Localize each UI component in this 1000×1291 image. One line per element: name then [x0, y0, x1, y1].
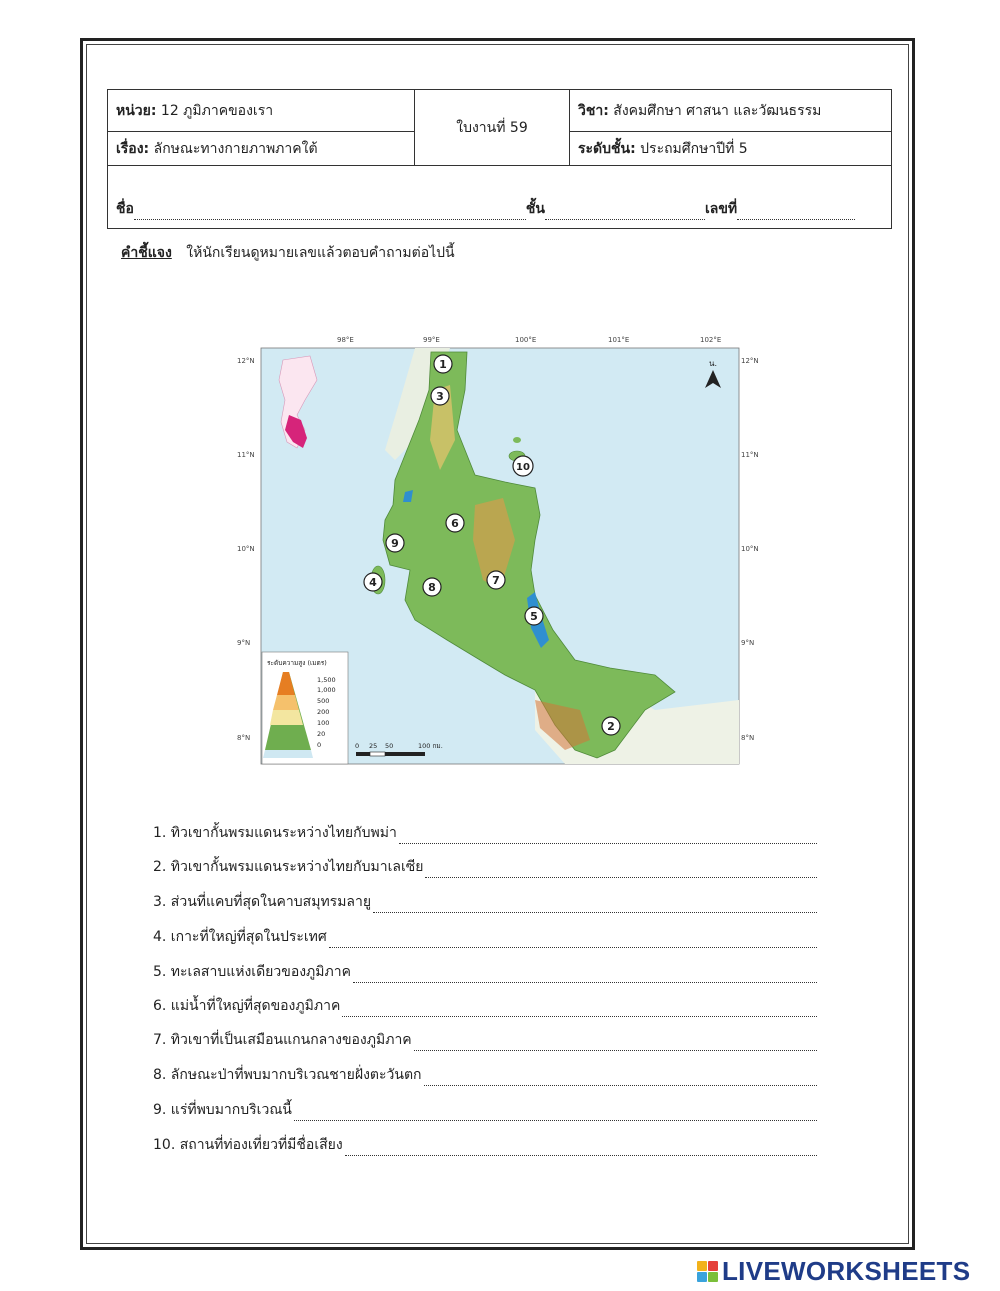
- question-text: 9. แร่ที่พบมากบริเวณนี้: [153, 1102, 292, 1118]
- scale-bar: [385, 752, 425, 756]
- instructions: [121, 242, 455, 264]
- legend-level: 100: [317, 719, 330, 727]
- legend-band: [273, 695, 299, 710]
- lon-label: 98°E: [337, 336, 354, 344]
- marker-label: 1: [439, 358, 447, 371]
- unit-value: 12 ภูมิภาคของเรา: [160, 102, 274, 119]
- north-label: น.: [709, 359, 718, 368]
- instructions-text: ให้นักเรียนดูหมายเลขแล้วตอบคำถามต่อไปนี้: [186, 245, 455, 261]
- marker-label: 6: [451, 517, 459, 530]
- class-label: ชั้น: [525, 201, 545, 217]
- question-text: 4. เกาะที่ใหญ่ที่สุดในประเทศ: [153, 929, 327, 945]
- southern-thailand-map: [235, 330, 760, 770]
- marker-label: 2: [607, 720, 615, 733]
- class-field[interactable]: [545, 205, 705, 220]
- answer-line[interactable]: [424, 1073, 817, 1086]
- lat-label-right: 10°N: [741, 545, 759, 553]
- question-item: [153, 1134, 817, 1156]
- name-label: ชื่อ: [116, 201, 134, 217]
- level-label: ระดับชั้น:: [578, 140, 636, 157]
- question-text: 3. ส่วนที่แคบที่สุดในคาบสมุทรมลายู: [153, 894, 372, 910]
- lat-label-right: 9°N: [741, 639, 755, 647]
- question-item: [153, 961, 817, 983]
- question-text: 6. แม่น้ำที่ใหญ่ที่สุดของภูมิภาค: [153, 998, 341, 1014]
- answer-line[interactable]: [373, 900, 817, 913]
- question-text: 8. ลักษณะป่าที่พบมากบริเวณชายฝั่งตะวันตก: [153, 1067, 422, 1083]
- legend-level: 500: [317, 697, 330, 705]
- question-text: 10. สถานที่ท่องเที่ยวที่มีชื่อเสียง: [153, 1137, 343, 1153]
- number-field[interactable]: [737, 205, 855, 220]
- scale-label: 100 กม.: [418, 742, 443, 750]
- question-text: 7. ทิวเขาที่เป็นเสมือนแกนกลางของภูมิภาค: [153, 1032, 412, 1048]
- liveworksheets-logo[interactable]: [697, 1256, 970, 1287]
- scale-bar: [356, 752, 370, 756]
- answer-line[interactable]: [345, 1143, 817, 1156]
- scale-label: 50: [385, 742, 394, 750]
- answer-line[interactable]: [342, 1004, 817, 1017]
- marker-label: 4: [369, 576, 377, 589]
- brand-name: LIVEWORKSHEETS: [722, 1256, 971, 1286]
- legend-level: 1,000: [317, 686, 336, 694]
- answer-line[interactable]: [414, 1038, 817, 1051]
- scale-label: 0: [355, 742, 360, 750]
- legend-level: 200: [317, 708, 330, 716]
- marker-label: 5: [530, 610, 538, 623]
- level-value: ประถมศึกษาปีที่ 5: [640, 140, 748, 157]
- answer-line[interactable]: [399, 831, 817, 844]
- lat-label-right: 12°N: [741, 357, 759, 365]
- answer-line[interactable]: [294, 1108, 817, 1121]
- student-info-row: [108, 166, 892, 229]
- legend-band: [270, 710, 303, 725]
- answer-line[interactable]: [425, 865, 817, 878]
- unit-cell: [108, 90, 415, 132]
- lat-label: 9°N: [237, 639, 251, 647]
- unit-label: หน่วย:: [116, 102, 157, 119]
- question-item: [153, 926, 817, 948]
- question-text: 5. ทะเลสาบแห่งเดียวของภูมิภาค: [153, 964, 351, 980]
- question-item: [153, 1099, 817, 1121]
- lat-label-right: 11°N: [741, 451, 759, 459]
- worksheet-number: ใบงานที่ 59: [456, 119, 528, 136]
- marker-label: 8: [428, 581, 436, 594]
- question-item: [153, 1029, 817, 1051]
- level-cell: [570, 132, 892, 166]
- scale-label: 25: [369, 742, 378, 750]
- lon-label: 101°E: [608, 336, 630, 344]
- answer-line[interactable]: [329, 935, 817, 948]
- subject-label: วิชา:: [578, 102, 609, 119]
- answer-line[interactable]: [353, 970, 817, 983]
- logo-blocks-icon: [697, 1261, 718, 1282]
- legend-title: ระดับความสูง (เมตร): [267, 659, 327, 667]
- scale-bar: [370, 752, 385, 756]
- legend-level: 0: [317, 741, 322, 749]
- lon-label: 102°E: [700, 336, 722, 344]
- lat-label: 10°N: [237, 545, 255, 553]
- question-item: [153, 856, 817, 878]
- marker-label: 3: [436, 390, 444, 403]
- marker-label: 10: [516, 462, 530, 473]
- instructions-label: คำชี้แจง: [121, 245, 172, 261]
- lat-label-right: 8°N: [741, 734, 755, 742]
- marker-label: 9: [391, 537, 399, 550]
- question-text: 2. ทิวเขากั้นพรมแดนระหว่างไทยกับมาเลเซีย: [153, 859, 424, 875]
- legend-level: 1,500: [317, 676, 336, 684]
- lon-label: 99°E: [423, 336, 440, 344]
- number-label: เลขที่: [705, 201, 738, 217]
- question-text: 1. ทิวเขากั้นพรมแดนระหว่างไทยกับพม่า: [153, 825, 397, 841]
- question-item: [153, 891, 817, 913]
- question-item: [153, 995, 817, 1017]
- lat-label: 11°N: [237, 451, 255, 459]
- subject-value: สังคมศึกษา ศาสนา และวัฒนธรรม: [613, 102, 822, 119]
- topic-cell: [108, 132, 415, 166]
- lat-label: 12°N: [237, 357, 255, 365]
- worksheet-number-cell: [415, 90, 570, 166]
- island: [513, 437, 521, 443]
- topic-label: เรื่อง:: [116, 140, 150, 157]
- worksheet-header: [107, 89, 892, 229]
- lon-label: 100°E: [515, 336, 537, 344]
- legend-band: [263, 750, 313, 758]
- name-field[interactable]: [134, 205, 526, 220]
- legend-level: 20: [317, 730, 326, 738]
- topic-value: ลักษณะทางกายภาพภาคใต้: [153, 140, 318, 157]
- lat-label: 8°N: [237, 734, 251, 742]
- question-item: [153, 1064, 817, 1086]
- marker-label: 7: [492, 574, 500, 587]
- question-item: [153, 822, 817, 844]
- subject-cell: [570, 90, 892, 132]
